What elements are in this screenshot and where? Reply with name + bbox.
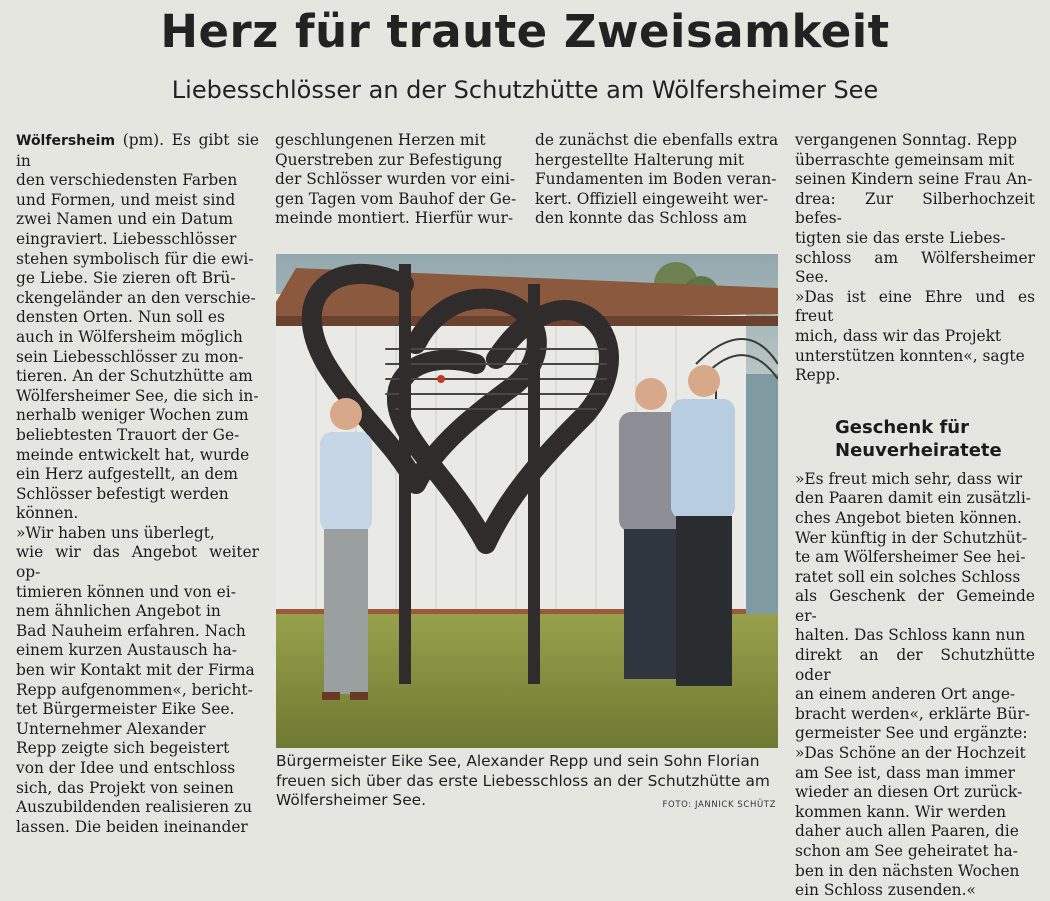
column-4 <box>795 131 1035 901</box>
caption-line-1: Bürgermeister Eike See, Alexander Repp und sein Sohn Florian <box>276 752 760 770</box>
text-line: Repp aufgenommen«, bericht- <box>16 680 253 699</box>
text-line: nerhalb weniger Wochen zum <box>16 406 249 425</box>
post-right <box>528 284 540 684</box>
text-line: hergestellte Halterung mit <box>535 150 744 169</box>
text-line: mich, dass wir das Projekt <box>795 326 1002 345</box>
text-line: sein Liebesschlösser zu mon- <box>16 347 244 366</box>
love-lock <box>437 375 445 383</box>
text-line: ein Schloss zusenden.« <box>795 881 976 900</box>
text-line: stehen symbolisch für die ewi- <box>16 249 254 268</box>
text-line: tigten sie das erste Liebes- <box>795 228 1006 247</box>
headline: Herz für traute Zweisamkeit <box>160 5 890 58</box>
lines-col3 <box>535 131 780 229</box>
lines-col4 <box>795 131 1035 386</box>
text-line: auch in Wölfersheim möglich <box>16 327 243 346</box>
text-line: ben in den nächsten Wochen <box>795 861 1020 880</box>
text-line: »Das ist eine Ehre und es freut <box>795 287 1035 326</box>
text-line: gen Tagen vom Bauhof der Ge- <box>275 189 517 208</box>
text-line: beliebtesten Trauort der Ge- <box>16 425 240 444</box>
post-left <box>399 264 411 684</box>
text-line: germeister See und ergänzte: <box>795 724 1028 743</box>
text-line: »Das Schöne an der Hochzeit <box>795 744 1026 763</box>
text-line: drea: Zur Silberhochzeit befes- <box>795 189 1035 228</box>
text-line: wieder an diesen Ort zurück- <box>795 783 1023 802</box>
text-line: tet Bürgermeister Eike See. <box>16 700 235 719</box>
text-line: te am Wölfersheimer See hei- <box>795 548 1026 567</box>
text-line: können. <box>16 504 79 523</box>
text-line: wie wir das Angebot weiter op- <box>16 543 259 582</box>
text-line: Wölfersheimer See, die sich in- <box>16 386 259 405</box>
text-line: Unternehmer Alexander <box>16 719 206 738</box>
text-line: Repp. <box>795 366 841 385</box>
text-line: Fundamenten im Boden veran- <box>535 170 777 189</box>
text-line: unterstützen konnten«, sagte <box>795 346 1025 365</box>
text-line: den verschiedensten Farben <box>16 171 238 190</box>
text-line: seinen Kindern seine Frau An- <box>795 170 1033 189</box>
text-line: geschlungenen Herzen mit <box>275 131 486 149</box>
text-line: densten Orten. Nun soll es <box>16 308 225 327</box>
lines-col1 <box>16 131 259 837</box>
text-line: bracht werden«, erklärte Bür- <box>795 704 1030 723</box>
text-line: ben wir Kontakt mit der Firma <box>16 661 255 680</box>
text-line: meinde entwickelt hat, wurde <box>16 445 250 464</box>
text-line: nem ähnlichen Angebot in <box>16 602 221 621</box>
column-2 <box>275 131 519 229</box>
text-line: ches Angebot bieten können. <box>795 508 1022 527</box>
text-line: Auszubildenden realisieren zu <box>16 798 252 817</box>
text-line: ratet soll ein solches Schloss <box>795 567 1021 586</box>
text-line: »Wir haben uns überlegt, <box>16 523 215 542</box>
text-line: Wer künftig in der Schutzhüt- <box>795 528 1028 547</box>
text-line: den konnte das Schloss am <box>535 209 747 228</box>
text-line: ein Herz aufgestellt, an dem <box>16 465 239 484</box>
text-line: schloss am Wölfersheimer See. <box>795 248 1035 287</box>
text-line: den Paaren damit ein zusätzli- <box>795 489 1031 508</box>
subheadline: Liebesschlösser an der Schutzhütte am Wölfersheimer See <box>171 76 879 104</box>
text-line: Schlösser befestigt werden <box>16 484 229 503</box>
text-line: ckengeländer an den verschie- <box>16 288 256 307</box>
subhead-line-1: Geschenk für <box>835 416 969 438</box>
text-line: kert. Offiziell eingeweiht wer- <box>535 189 769 208</box>
text-line: meinde montiert. Hierfür wur- <box>275 209 514 228</box>
text-line: daher auch allen Paaren, die <box>795 822 1019 841</box>
text-line: sich, das Projekt von seinen <box>16 778 234 797</box>
text-line: timieren können und von ei- <box>16 582 236 601</box>
text-line: eingraviert. Liebesschlösser <box>16 229 237 248</box>
text-line: Querstreben zur Befestigung <box>275 150 503 169</box>
text-line: an einem anderen Ort ange- <box>795 685 1016 704</box>
caption-line-2: freuen sich über das erste Liebesschloss an der Schutzhütte am <box>276 771 770 790</box>
text-line: lassen. Die beiden ineinander <box>16 817 248 836</box>
photo-credit: FOTO: JANNICK SCHÜTZ <box>662 800 776 810</box>
text-line: de zunächst die ebenfalls extra <box>535 131 779 149</box>
column-3 <box>535 131 780 229</box>
text-line: Bad Nauheim erfahren. Nach <box>16 621 246 640</box>
text-line: kommen kann. Wir werden <box>795 802 1007 821</box>
column-1 <box>16 131 259 837</box>
text-line: ge Liebe. Sie zieren oft Brü- <box>16 269 236 288</box>
text-line: als Geschenk der Gemeinde er- <box>795 587 1035 625</box>
subhead <box>795 386 1035 470</box>
article-photo <box>276 254 778 748</box>
text-line: und Formen, und meist sind <box>16 190 236 209</box>
text-line: direkt an der Schutzhütte oder <box>795 646 1035 684</box>
subhead-line-2: Neuverheiratete <box>835 439 1002 461</box>
person-left <box>320 398 372 700</box>
text-line: vergangenen Sonntag. Repp <box>795 131 1017 149</box>
text-line: Repp zeigte sich begeistert <box>16 739 230 758</box>
text-line: überraschte gemeinsam mit <box>795 150 1015 169</box>
photo-illustration <box>276 254 778 748</box>
text-line: von der Idee und entschloss <box>16 759 236 777</box>
lines-col4b <box>795 470 1035 901</box>
person-right <box>671 365 735 686</box>
lines-col2 <box>275 131 519 229</box>
text-line: am See ist, dass man immer <box>795 763 1015 782</box>
text-line: zwei Namen und ein Datum <box>16 210 233 229</box>
dateline: Wölfersheim <box>16 133 116 149</box>
text-line: einem kurzen Austausch ha- <box>16 641 237 660</box>
text-line: tieren. An der Schutzhütte am <box>16 367 253 386</box>
text-line: schon am See geheiratet ha- <box>795 842 1018 860</box>
text-line: der Schlösser wurden vor eini- <box>275 170 516 189</box>
text-line: halten. Das Schloss kann nun <box>795 626 1026 645</box>
text-line: Wölfersheim (pm). Es gibt sie in <box>16 131 259 170</box>
caption-line-3: Wölfersheimer See. <box>276 791 427 810</box>
text-line: »Es freut mich sehr, dass wir <box>795 469 1023 488</box>
